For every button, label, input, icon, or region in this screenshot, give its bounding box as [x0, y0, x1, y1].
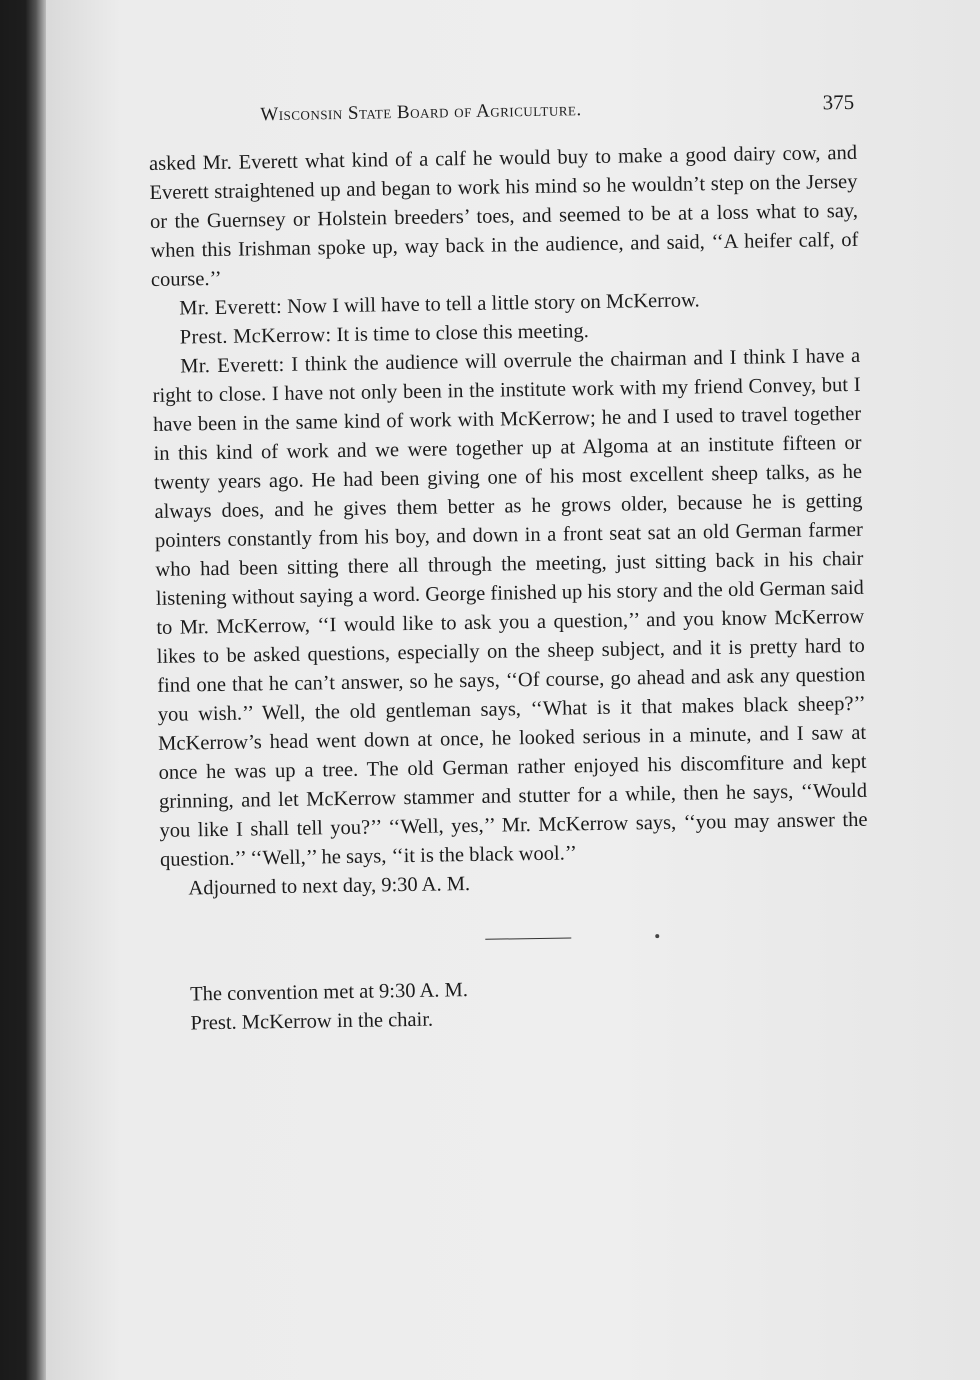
paragraph-text: The convention met at 9:30 A. M. [189, 979, 469, 1006]
book-binding-shadow [0, 0, 46, 1380]
paragraph [149, 139, 859, 295]
paragraph-text: Prest. McKerrow in the chair. [190, 1008, 434, 1035]
section-divider [485, 937, 571, 939]
speaker-label: Mr. Everett: [180, 353, 285, 378]
paragraph-text: asked Mr. Everett what kind of a calf he would buy to make a good dairy cow, and Everett straightened up and began to work his mind so he wouldn’t step on the Jersey or the Guernsey or Holstein breeders’ toes, and seemed to be at a loss what to say, when this Irishman spoke up, way back in the audience, and said, ‘‘A heifer calf, of course.’’ [148, 141, 859, 291]
running-title: Wisconsin State Board of Agriculture. [260, 99, 582, 126]
next-session-text [162, 970, 871, 1039]
paragraph-text: Adjourned to next day, 9:30 A. M. [188, 873, 471, 900]
speaker-label: Mr. Everett: [179, 295, 283, 320]
body-text [149, 139, 869, 904]
paragraph-text: I think the audience will overrule the chairman and I think I have a right to close. I have not only been in the institute work with my friend Convey, but I have been in the same kind of work with McKerrow; he and I used to travel together in this kind of work and we were together up at Algoma at an institute fifteen or twenty years ago. He had been giving one of his most excellent sheep talks, as he always does, and he gives them better as he grows older, because he is getting pointers constantly from his boy, and down in a front seat sat an old German farmer who had been sitting there all through the meeting, just sitting back in his chair listening without saying a word. George finished up his story and the old German said to Mr. McKerrow, ‘‘I would like to ask you a question,’’ and you know McKerrow likes to be asked questions, especially on the sheep subject, and it is pretty hard to find one that he can’t answer, so he says, ‘‘Of course, go ahead and ask any question you wish.’’ Well, the old gentleman says, ‘‘What is it that makes black sheep?’’ McKerrow’s head went down at once, he looked serious in a minute, and I saw at once he was up a tree. The old German rather enjoyed his discomfiture and kept grinning, and let McKerrow stammer and stutter for a while, then he says, ‘‘Would you like I shall tell you?’’ ‘‘Well, yes,’’ Mr. McKerrow says, ‘‘you may answer the question.’’ ‘‘Well,’’ he says, ‘‘it is the black wool.’’ [152, 344, 868, 871]
speaker-label: Prest. McKerrow: [179, 324, 332, 349]
paragraph-text: Now I will have to tell a little story on McKerrow. [281, 289, 700, 318]
divider-dot [655, 934, 659, 938]
page-content [148, 85, 871, 1039]
page-number: 375 [822, 89, 855, 115]
paragraph [152, 342, 868, 875]
paragraph-text: It is time to close this meeting. [331, 320, 589, 347]
